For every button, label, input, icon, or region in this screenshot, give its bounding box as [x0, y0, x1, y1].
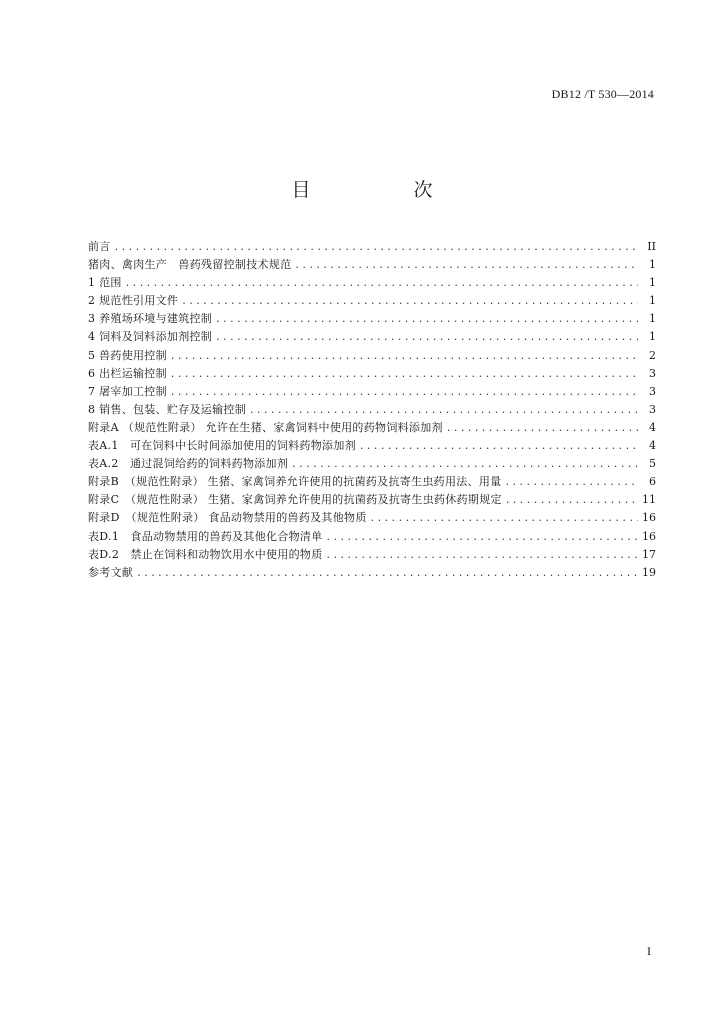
toc-entry-label: 表A.1 可在饲料中长时间添加使用的饲料药物添加剂: [88, 439, 356, 453]
toc-entry-page: 3: [649, 366, 656, 380]
toc-entry[interactable]: [88, 365, 656, 383]
toc-entry-page: 5: [649, 457, 656, 471]
dot-leader: [371, 511, 638, 524]
toc-entry-label: 附录B （规范性附录） 生猪、家禽饲养允许使用的抗菌药及抗寄生虫药用法、用量: [88, 475, 502, 489]
toc-entry[interactable]: [88, 491, 656, 509]
toc-entry-page: 1: [649, 312, 656, 326]
toc-entry[interactable]: [88, 437, 656, 455]
dot-leader: [327, 548, 638, 561]
toc-entry-label: 2 规范性引用文件: [88, 294, 179, 308]
toc-entry-page: 11: [642, 493, 656, 507]
page-number: I: [647, 944, 651, 958]
dot-leader: [250, 403, 638, 416]
toc-entry[interactable]: [88, 401, 656, 419]
toc-entry-label: 8 销售、包装、贮存及运输控制: [88, 402, 246, 416]
dot-leader: [171, 349, 638, 362]
toc-entry-label: 表D.1 食品动物禁用的兽药及其他化合物清单: [88, 529, 323, 543]
toc-entry-label: 参考文献: [88, 565, 134, 579]
toc-entry-label: 附录A （规范性附录） 允许在生猪、家禽饲料中使用的药物饲料添加剂: [88, 420, 443, 434]
toc-entry[interactable]: [88, 256, 656, 274]
toc-entry[interactable]: [88, 419, 656, 437]
toc-entry-label: 表A.2 通过混饲给药的饲料药物添加剂: [88, 457, 289, 471]
dot-leader: [295, 258, 638, 271]
dot-leader: [506, 493, 638, 506]
dot-leader: [292, 457, 638, 470]
toc-entry-page: 16: [642, 511, 656, 525]
toc-entry-page: 2: [649, 348, 656, 362]
standard-code: DB12 /T 530—2014: [551, 87, 654, 101]
dot-leader: [216, 312, 638, 325]
dot-leader: [126, 276, 638, 289]
toc-entry[interactable]: [88, 347, 656, 365]
toc-entry[interactable]: [88, 564, 656, 582]
toc-entry[interactable]: [88, 292, 656, 310]
toc-entry-page: 4: [649, 420, 656, 434]
toc-entry-label: 附录D （规范性附录） 食品动物禁用的兽药及其他物质: [88, 511, 367, 525]
toc-entry-label: 4 饲料及饲料添加剂控制: [88, 330, 213, 344]
toc-entry-page: 19: [642, 565, 656, 579]
table-of-contents: [88, 238, 656, 582]
toc-entry-label: 6 出栏运输控制: [88, 366, 167, 380]
toc-entry-label: 前言: [88, 240, 111, 253]
toc-entry-page: 4: [649, 439, 656, 453]
dot-leader: [327, 530, 638, 543]
toc-entry[interactable]: [88, 274, 656, 292]
toc-entry[interactable]: [88, 310, 656, 328]
dot-leader: [137, 566, 638, 579]
toc-entry[interactable]: [88, 546, 656, 564]
toc-entry-page: 17: [642, 547, 656, 561]
dot-leader: [171, 385, 638, 398]
dot-leader: [182, 294, 638, 307]
toc-entry-label: 附录C （规范性附录） 生猪、家禽饲养允许使用的抗菌药及抗寄生虫药休药期规定: [88, 493, 502, 507]
dot-leader: [447, 421, 638, 434]
toc-entry-page: 1: [649, 330, 656, 344]
dot-leader: [360, 439, 638, 452]
toc-entry[interactable]: [88, 509, 656, 527]
toc-entry[interactable]: [88, 528, 656, 546]
dot-leader: [505, 475, 638, 488]
toc-entry-label: 5 兽药使用控制: [88, 348, 167, 362]
toc-entry-label: 表D.2 禁止在饲料和动物饮用水中使用的物质: [88, 547, 323, 561]
toc-entry-page: 3: [649, 384, 656, 398]
dot-leader: [216, 330, 638, 343]
toc-entry-label: 3 养殖场环境与建筑控制: [88, 312, 213, 326]
toc-entry-label: 7 屠宰加工控制: [88, 384, 167, 398]
toc-entry[interactable]: [88, 238, 656, 256]
toc-entry[interactable]: [88, 473, 656, 491]
page-title: 目 次: [291, 179, 475, 201]
toc-entry-page: II: [647, 240, 656, 253]
toc-entry[interactable]: [88, 328, 656, 346]
toc-entry-page: 16: [642, 529, 656, 543]
toc-entry-page: 1: [649, 276, 656, 290]
toc-entry-label: 猪肉、禽肉生产 兽药残留控制技术规范: [88, 258, 292, 272]
toc-entry-page: 3: [649, 402, 656, 416]
toc-entry[interactable]: [88, 383, 656, 401]
toc-entry-page: 1: [649, 294, 656, 308]
dot-leader: [115, 240, 638, 253]
dot-leader: [171, 367, 638, 380]
toc-entry-page: 1: [649, 258, 656, 272]
toc-entry-label: 1 范围: [88, 276, 122, 290]
toc-entry[interactable]: [88, 455, 656, 473]
toc-entry-page: 6: [649, 475, 656, 489]
